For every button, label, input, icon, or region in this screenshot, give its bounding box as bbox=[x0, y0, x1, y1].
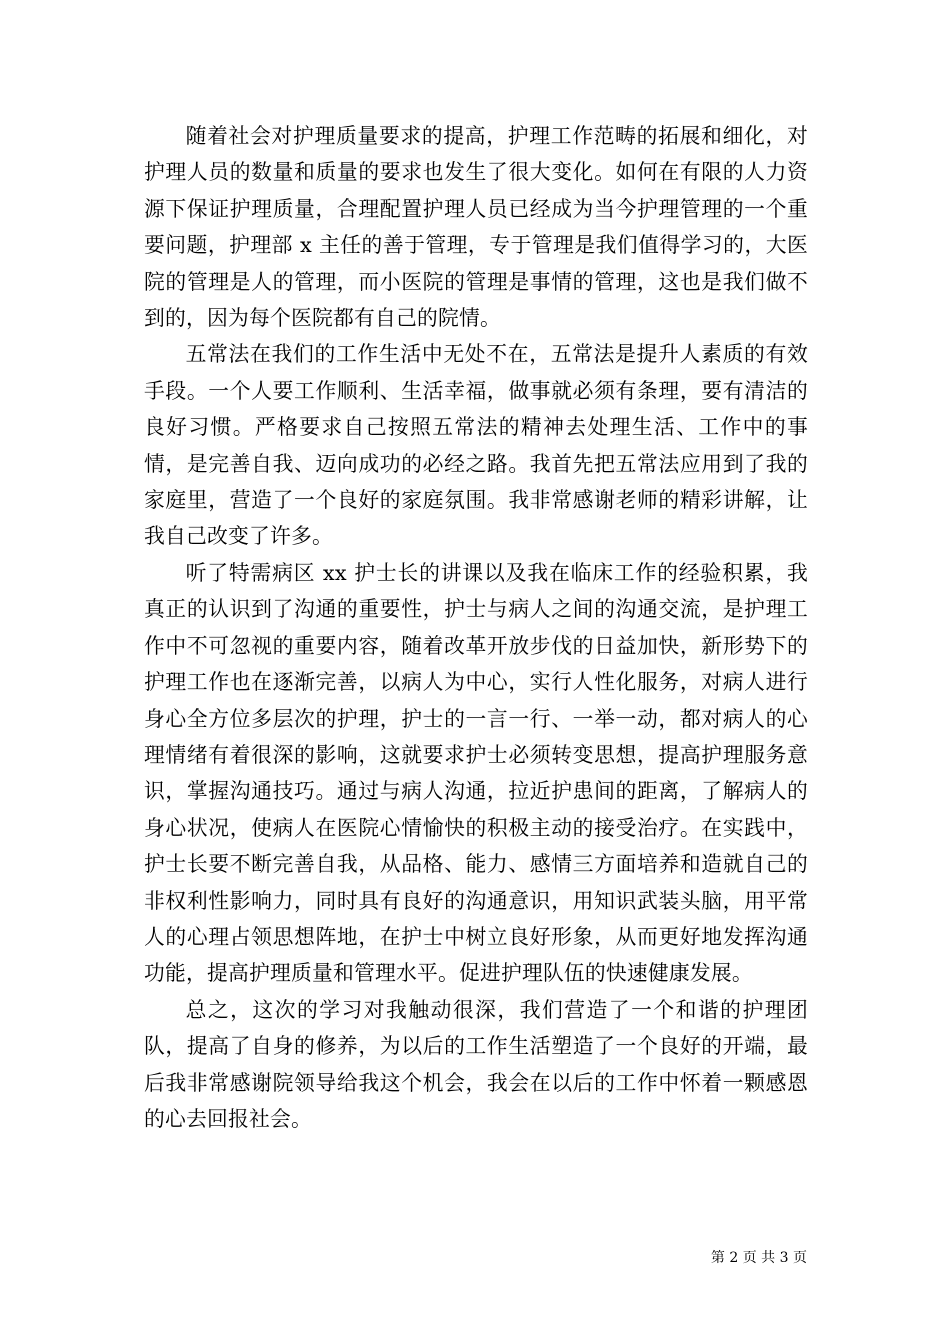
document-body bbox=[144, 118, 808, 1137]
paragraph-conclusion: 总之，这次的学习对我触动很深，我们营造了一个和谐的护理团队，提高了自身的修养，为以后的工作生活塑造了一个良好的开端，最后我非常感谢院领导给我这个机会，我会在以后的工作中怀着一颗感恩的心去回报社会。 bbox=[144, 997, 808, 1131]
paragraph-five-constant-method: 五常法在我们的工作生活中无处不在，五常法是提升人素质的有效手段。一个人要工作顺利、生活幸福，做事就必须有条理，要有清洁的良好习惯。严格要求自己按照五常法的精神去处理生活、工作中的事情，是完善自我、迈向成功的必经之路。我首先把五常法应用到了我的家庭里，营造了一个良好的家庭氛围。我非常感谢老师的精彩讲解，让我自己改变了许多。 bbox=[144, 342, 808, 549]
paragraph-communication: 听了特需病区 xx 护士长的讲课以及我在临床工作的经验积累，我真正的认识到了沟通的重要性，护士与病人之间的沟通交流，是护理工作中不可忽视的重要内容，随着改革开放步伐的日益加快，新形势下的护理工作也在逐渐完善，以病人为中心，实行人性化服务，对病人进行身心全方位多层次的护理，护士的一言一行、一举一动，都对病人的心理情绪有着很深的影响，这就要求护士必须转变思想，提高护理服务意识，掌握沟通技巧。通过与病人沟通，拉近护患间的距离，了解病人的身心状况，使病人在医院心情愉快的积极主动的接受治疗。在实践中，护士长要不断完善自我，从品格、能力、感情三方面培养和造就自己的非权利性影响力，同时具有良好的沟通意识，用知识武装头脑，用平常人的心理占领思想阵地，在护士中树立良好形象，从而更好地发挥沟通功能，提高护理质量和管理水平。促进护理队伍的快速健康发展。 bbox=[144, 560, 808, 986]
paragraph-nursing-quality: 随着社会对护理质量要求的提高，护理工作范畴的拓展和细化，对护理人员的数量和质量的要求也发生了很大变化。如何在有限的人力资源下保证护理质量，合理配置护理人员已经成为当今护理管理的一个重要问题，护理部 x 主任的善于管理，专于管理是我们值得学习的，大医院的管理是人的管理，而小医院的管理是事情的管理，这也是我们做不到的，因为每个医院都有自己的院情。 bbox=[144, 124, 808, 331]
page-number-footer: 第 2 页 共 3 页 bbox=[710, 1250, 807, 1266]
